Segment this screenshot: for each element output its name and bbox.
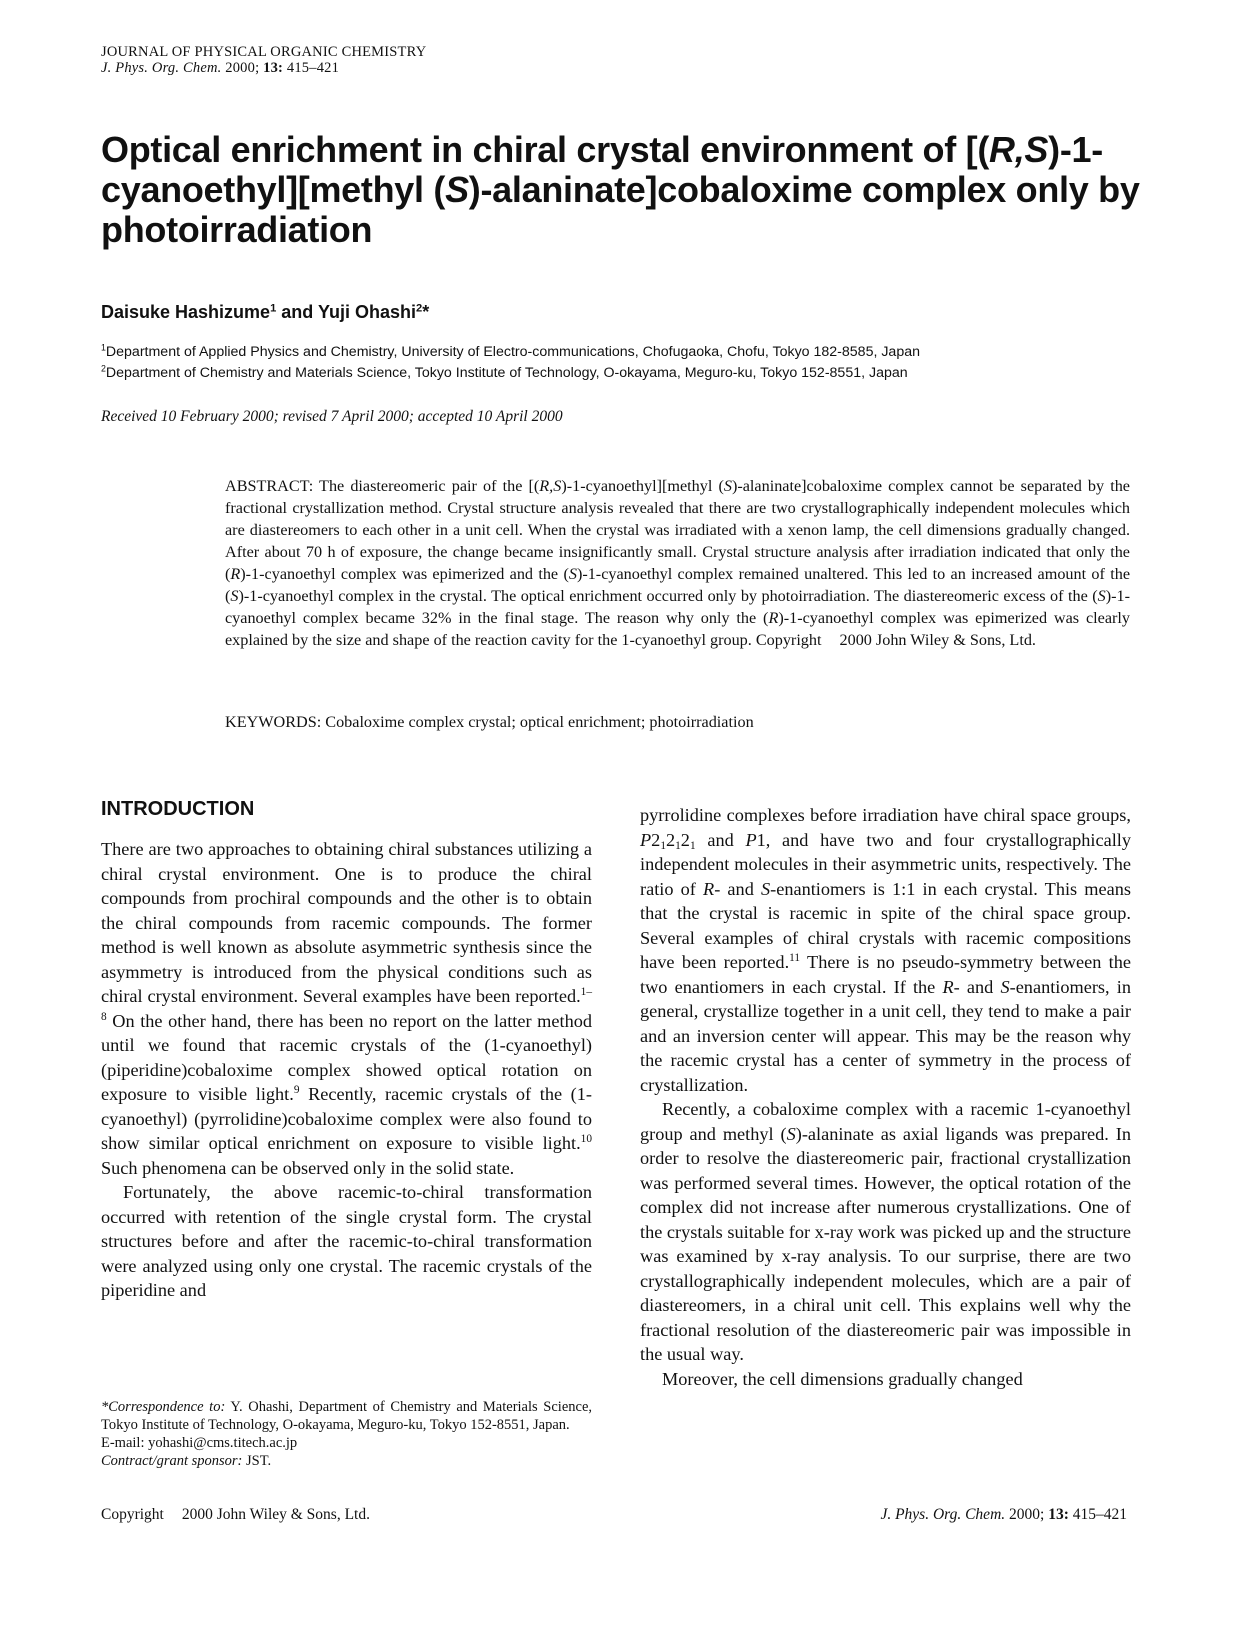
intro-paragraph-5: Moreover, the cell dimensions gradually changed	[662, 1368, 1023, 1389]
paper-title: Optical enrichment in chiral crystal environment of [(R,S)-1-cyanoethyl][methyl (S)-alaninate]cobaloxime complex only by photoirradiation	[101, 129, 1140, 250]
correspondence-address: *Correspondence to: Y. Ohashi, Department of Chemistry and Materials Science, Tokyo Institute of Technology, O-okayama, Meguro-ku, Tokyo 152-8551, Japan.	[101, 1399, 593, 1433]
keywords: KEYWORDS: Cobaloxime complex crystal; optical enrichment; photoirradiation	[225, 713, 754, 731]
section-heading-introduction: INTRODUCTION	[101, 798, 255, 820]
intro-paragraph-1: There are two approaches to obtaining chiral substances utilizing a chiral crystal environment. One is to produce the chiral compounds from prochiral compounds and the other is to obtain the chiral compounds from racemic compounds. The former method is well known as absolute asymmetric synthesis since the asymmetry is introduced from the physical conditions such as chiral crystal environment. Several examples have been reported.$^{1-8}$ On the other hand, there has been no report on the latter method until we found that racemic crystals of the (1-cyanoethyl)(piperidine)cobaloxime complex showed optical rotation on exposure to visible light.$^9$ Recently, racemic crystals of the (1-cyanoethyl) (pyrrolidine)cobaloxime complex were also found to show similar optical enrichment on exposure to visible light.$^{10}$ Such phenomena can be observed only in the solid state.	[101, 839, 592, 1178]
body-column-left	[101, 837, 592, 1303]
intro-paragraph-2: Fortunately, the above racemic-to-chiral transformation occurred with retention of the single crystal form. The crystal structures before and after the racemic-to-chiral transformation were analyzed using only one crystal. The racemic crystals of the piperidine and	[101, 1182, 592, 1300]
author-line: Daisuke Hashizume$^1$ and Yuji Ohashi$^2$*	[101, 302, 430, 322]
affiliation-1: $^1$Department of Applied Physics and Chemistry, University of Electro-communications, Chofugaoka, Chofu, Tokyo 182-8585, Japan	[101, 342, 920, 360]
footer-citation: J. Phys. Org. Chem. 2000; 13: 415–421	[880, 1506, 1127, 1523]
journal-citation: J. Phys. Org. Chem. 2000; 13: 415–421	[101, 60, 340, 76]
received-dates: Received 10 February 2000; revised 7 April 2000; accepted 10 April 2000	[101, 408, 563, 425]
correspondence-email: E-mail: yohashi@cms.titech.ac.jp	[101, 1435, 298, 1451]
journal-name: JOURNAL OF PHYSICAL ORGANIC CHEMISTRY	[101, 44, 427, 60]
footer-copyright: Copyright 2000 John Wiley & Sons, Ltd.	[101, 1506, 370, 1523]
correspondence-footnote	[101, 1398, 592, 1470]
intro-paragraph-3: pyrrolidine complexes before irradiation have chiral space groups, $P2_12_12_1$ and P1, and have two and four crystallographically independent molecules in their asymmetric units, respectively. The ratio of R- and S-enantiomers is 1:1 in each crystal. This means that the crystal is racemic in spite of the chiral space group. Several examples of chiral crystals with racemic compositions have been reported.$^{11}$ There is no pseudo-symmetry between the two enantiomers in each crystal. If the R- and S-enantiomers, in general, crystallize together in a unit cell, they tend to make a pair and an inversion center will appear. This may be the reason why the racemic crystal has a center of symmetry in the process of crystallization.	[640, 805, 1132, 1095]
affiliations	[101, 342, 920, 384]
abstract: ABSTRACT: The diastereomeric pair of the [(R,S)-1-cyanoethyl][methyl (S)-alaninate]cobaloxime complex cannot be separated by the fractional crystallization method. Crystal structure analysis revealed that there are two crystallographically independent molecules which are diastereomers to each other in a unit cell. When the crystal was irradiated with a xenon lamp, the cell dimensions gradually changed. After about 70 h of exposure, the change became insignificantly small. Crystal structure analysis after irradiation indicated that only the (R)-1-cyanoethyl complex was epimerized and the (S)-1-cyanoethyl complex remained unaltered. This led to an increased amount of the (S)-1-cyanoethyl complex in the crystal. The optical enrichment occurred only by photoirradiation. The diastereomeric excess of the (S)-1-cyanoethyl complex became 32% in the final stage. The reason why only the (R)-1-cyanoethyl complex was epimerized was clearly explained by the size and shape of the reaction cavity for the 1-cyanoethyl group. Copyright 2000 John Wiley & Sons, Ltd.	[225, 477, 1131, 649]
body-column-right	[640, 803, 1131, 1391]
grant-sponsor: Contract/grant sponsor: JST.	[101, 1453, 272, 1469]
journal-header	[101, 44, 426, 76]
intro-paragraph-4: Recently, a cobaloxime complex with a racemic 1-cyanoethyl group and methyl (S)-alaninate as axial ligands was prepared. In order to resolve the diastereomeric pair, fractional crystallization was performed several times. However, the optical rotation of the complex did not increase after numerous crystallizations. One of the crystals suitable for x-ray work was picked up and the structure was examined by x-ray analysis. To our surprise, there are two crystallographically independent molecules, which are a pair of diastereomers, in a chiral unit cell. This explains well why the fractional resolution of the diastereomeric pair was impossible in the usual way.	[640, 1099, 1131, 1364]
affiliation-2: $^2$Department of Chemistry and Materials Science, Tokyo Institute of Technology, O-okayama, Meguro-ku, Tokyo 152-8551, Japan	[101, 363, 908, 381]
